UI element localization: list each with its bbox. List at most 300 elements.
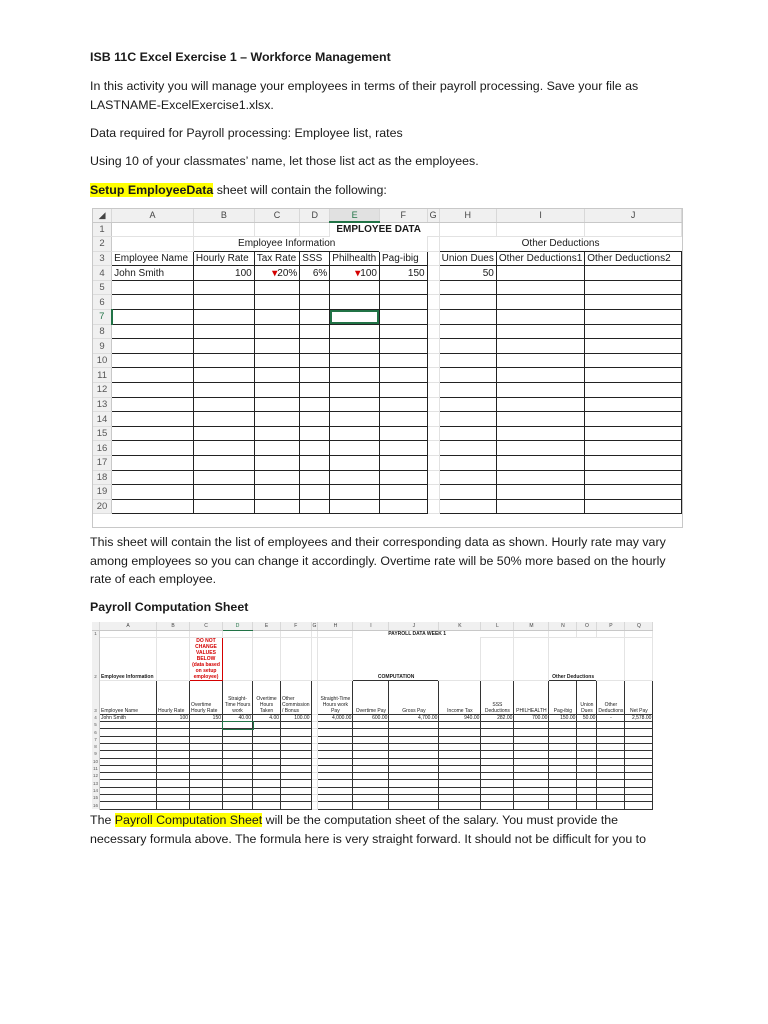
payroll-empty-cell[interactable] — [514, 751, 549, 758]
empty-cell[interactable] — [379, 470, 427, 485]
payroll-cell-gross-pay[interactable]: 4,700.00 — [389, 714, 439, 721]
payroll-empty-cell[interactable] — [100, 765, 157, 772]
row-number[interactable]: 5 — [93, 280, 112, 295]
cell-pagibig[interactable]: 150 — [379, 266, 427, 281]
empty-cell[interactable] — [193, 310, 254, 325]
payroll-empty-cell[interactable] — [549, 787, 577, 794]
empty-cell[interactable] — [585, 499, 682, 514]
empty-cell[interactable] — [439, 310, 496, 325]
payroll-cell-employee-name[interactable]: John Smith — [100, 714, 157, 721]
payroll-empty-cell[interactable] — [157, 729, 190, 736]
empty-cell[interactable] — [427, 280, 439, 295]
empty-cell[interactable] — [585, 397, 682, 412]
payroll-empty-cell[interactable] — [549, 758, 577, 765]
payroll-empty-cell[interactable] — [223, 802, 253, 809]
payroll-cell-straight-time-hours[interactable]: 40.00 — [223, 714, 253, 721]
payroll-empty-cell[interactable] — [514, 787, 549, 794]
payroll-empty-cell[interactable] — [389, 802, 439, 809]
empty-cell[interactable] — [379, 339, 427, 354]
empty-cell[interactable] — [300, 310, 330, 325]
empty-cell[interactable] — [379, 441, 427, 456]
payroll-empty-cell[interactable] — [481, 758, 514, 765]
payroll-empty-cell[interactable] — [223, 751, 253, 758]
row-number[interactable]: 11 — [93, 368, 112, 383]
empty-cell[interactable] — [300, 339, 330, 354]
empty-cell[interactable] — [254, 397, 300, 412]
payroll-empty-cell[interactable] — [281, 765, 312, 772]
empty-cell[interactable] — [254, 295, 300, 310]
header-other-deductions1[interactable]: Other Deductions1 — [496, 251, 584, 266]
row-number[interactable]: 6 — [92, 729, 100, 736]
empty-cell[interactable] — [427, 470, 439, 485]
row-number[interactable]: 19 — [93, 485, 112, 500]
empty-cell[interactable] — [193, 499, 254, 514]
payroll-empty-cell[interactable] — [281, 743, 312, 750]
row-number[interactable]: 9 — [93, 339, 112, 354]
payroll-empty-cell[interactable] — [439, 765, 481, 772]
payroll-empty-cell[interactable] — [190, 787, 223, 794]
row-number[interactable]: 7 — [93, 310, 112, 325]
payroll-empty-cell[interactable] — [100, 751, 157, 758]
empty-cell[interactable] — [330, 368, 380, 383]
empty-cell[interactable] — [439, 441, 496, 456]
header-hourly-rate[interactable]: Hourly Rate — [193, 251, 254, 266]
row-number[interactable]: 17 — [93, 456, 112, 471]
empty-cell[interactable] — [330, 441, 380, 456]
payroll-empty-cell[interactable] — [597, 729, 625, 736]
row-number[interactable]: 15 — [93, 426, 112, 441]
payroll-empty-cell[interactable] — [253, 758, 281, 765]
empty-cell[interactable] — [330, 485, 380, 500]
payroll-empty-cell[interactable] — [353, 802, 389, 809]
payroll-empty-cell[interactable] — [625, 743, 653, 750]
payroll-empty-cell[interactable] — [625, 795, 653, 802]
payroll-empty-cell[interactable] — [281, 722, 312, 729]
payroll-header-overtime-hours[interactable]: Overtime Hours Taken — [253, 680, 281, 714]
col-header-a[interactable]: A — [112, 209, 194, 222]
empty-cell[interactable] — [112, 456, 194, 471]
payroll-cell-overtime-hours[interactable]: 4.00 — [253, 714, 281, 721]
payroll-empty-cell[interactable] — [311, 773, 318, 780]
payroll-empty-cell[interactable] — [100, 802, 157, 809]
payroll-empty-cell[interactable] — [253, 780, 281, 787]
empty-cell[interactable] — [300, 397, 330, 412]
empty-cell[interactable] — [585, 426, 682, 441]
payroll-empty-cell[interactable] — [625, 729, 653, 736]
payroll-empty-cell[interactable] — [577, 743, 597, 750]
empty-cell[interactable] — [193, 295, 254, 310]
row-number[interactable]: 12 — [93, 383, 112, 398]
cell-employee-name[interactable]: John Smith — [112, 266, 194, 281]
col-header-e[interactable]: E — [330, 209, 380, 222]
payroll-header-union-dues[interactable]: Union Dues — [577, 680, 597, 714]
payroll-col-m[interactable]: M — [514, 622, 549, 630]
payroll-empty-cell[interactable] — [311, 765, 318, 772]
empty-cell[interactable] — [379, 499, 427, 514]
payroll-empty-cell[interactable] — [625, 722, 653, 729]
header-union-dues[interactable]: Union Dues — [439, 251, 496, 266]
payroll-col-n[interactable]: N — [549, 622, 577, 630]
payroll-empty-cell[interactable] — [625, 773, 653, 780]
empty-cell[interactable] — [496, 426, 584, 441]
empty-cell[interactable] — [300, 499, 330, 514]
payroll-empty-cell[interactable] — [353, 765, 389, 772]
empty-cell[interactable] — [496, 456, 584, 471]
row-number[interactable]: 8 — [92, 743, 100, 750]
payroll-empty-cell[interactable] — [100, 743, 157, 750]
payroll-empty-cell[interactable] — [223, 795, 253, 802]
empty-cell[interactable] — [193, 485, 254, 500]
payroll-empty-cell[interactable] — [311, 795, 318, 802]
payroll-empty-cell[interactable] — [625, 758, 653, 765]
empty-cell[interactable] — [300, 426, 330, 441]
payroll-empty-cell[interactable] — [514, 722, 549, 729]
empty-cell[interactable] — [585, 353, 682, 368]
payroll-empty-cell[interactable] — [353, 787, 389, 794]
payroll-empty-cell[interactable] — [514, 773, 549, 780]
payroll-empty-cell[interactable] — [253, 765, 281, 772]
col-header-d[interactable]: D — [300, 209, 330, 222]
col-header-g[interactable]: G — [427, 209, 439, 222]
payroll-cell-overtime-rate[interactable]: 150 — [190, 714, 223, 721]
payroll-header-sss[interactable]: SSS Deductions — [481, 680, 514, 714]
payroll-empty-cell[interactable] — [157, 751, 190, 758]
payroll-empty-cell[interactable] — [577, 736, 597, 743]
payroll-empty-cell[interactable] — [439, 729, 481, 736]
payroll-col-i[interactable]: I — [353, 622, 389, 630]
col-header-h[interactable]: H — [439, 209, 496, 222]
payroll-empty-cell[interactable] — [223, 765, 253, 772]
payroll-empty-cell[interactable] — [318, 765, 353, 772]
payroll-empty-cell[interactable] — [318, 795, 353, 802]
empty-cell[interactable] — [427, 412, 439, 427]
other-deductions-group[interactable]: Other Deductions — [521, 238, 600, 250]
empty-cell[interactable] — [427, 310, 439, 325]
payroll-empty-cell[interactable] — [625, 787, 653, 794]
empty-cell[interactable] — [193, 383, 254, 398]
empty-cell[interactable] — [439, 485, 496, 500]
payroll-empty-cell[interactable] — [157, 743, 190, 750]
empty-cell[interactable] — [379, 368, 427, 383]
payroll-empty-cell[interactable] — [157, 758, 190, 765]
empty-cell[interactable] — [496, 368, 584, 383]
payroll-empty-cell[interactable] — [318, 743, 353, 750]
empty-cell[interactable] — [112, 470, 194, 485]
row-number[interactable]: 13 — [93, 397, 112, 412]
payroll-col-o[interactable]: O — [577, 622, 597, 630]
payroll-empty-cell[interactable] — [597, 751, 625, 758]
empty-cell[interactable] — [112, 499, 194, 514]
empty-cell[interactable] — [439, 426, 496, 441]
payroll-empty-cell[interactable] — [353, 736, 389, 743]
empty-cell[interactable] — [112, 485, 194, 500]
payroll-empty-cell[interactable] — [223, 780, 253, 787]
payroll-empty-cell[interactable] — [577, 780, 597, 787]
empty-cell[interactable] — [585, 383, 682, 398]
empty-cell[interactable] — [254, 324, 300, 339]
payroll-header-other-deductions[interactable]: Other Deductions — [597, 680, 625, 714]
payroll-empty-cell[interactable] — [281, 736, 312, 743]
empty-cell[interactable] — [379, 310, 427, 325]
empty-cell[interactable] — [496, 339, 584, 354]
payroll-empty-cell[interactable] — [253, 751, 281, 758]
payroll-empty-cell[interactable] — [389, 743, 439, 750]
header-tax-rate[interactable]: Tax Rate — [254, 251, 300, 266]
empty-cell[interactable] — [330, 353, 380, 368]
payroll-empty-cell[interactable] — [481, 780, 514, 787]
payroll-empty-cell[interactable] — [318, 780, 353, 787]
payroll-empty-cell[interactable] — [389, 751, 439, 758]
payroll-empty-cell[interactable] — [549, 736, 577, 743]
payroll-header-pagibig[interactable]: Pag-ibig — [549, 680, 577, 714]
payroll-data-title[interactable]: PAYROLL DATA WEEK 1 — [388, 630, 447, 637]
empty-cell[interactable] — [112, 324, 194, 339]
payroll-empty-cell[interactable] — [253, 802, 281, 809]
empty-cell[interactable] — [254, 280, 300, 295]
empty-cell[interactable] — [379, 295, 427, 310]
empty-cell[interactable] — [300, 470, 330, 485]
empty-cell[interactable] — [427, 383, 439, 398]
empty-cell[interactable] — [300, 295, 330, 310]
payroll-empty-cell[interactable] — [190, 758, 223, 765]
empty-cell[interactable] — [496, 383, 584, 398]
payroll-empty-cell[interactable] — [389, 765, 439, 772]
payroll-col-b[interactable]: B — [157, 622, 190, 630]
payroll-empty-cell[interactable] — [549, 751, 577, 758]
empty-cell[interactable] — [254, 353, 300, 368]
payroll-empty-cell[interactable] — [223, 722, 253, 729]
empty-cell[interactable] — [112, 426, 194, 441]
empty-cell[interactable] — [439, 470, 496, 485]
payroll-empty-cell[interactable] — [311, 802, 318, 809]
payroll-empty-cell[interactable] — [577, 773, 597, 780]
payroll-empty-cell[interactable] — [253, 795, 281, 802]
empty-cell[interactable] — [193, 324, 254, 339]
empty-cell[interactable] — [254, 383, 300, 398]
payroll-empty-cell[interactable] — [481, 729, 514, 736]
payroll-empty-cell[interactable] — [253, 787, 281, 794]
payroll-empty-cell[interactable] — [190, 722, 223, 729]
payroll-empty-cell[interactable] — [100, 787, 157, 794]
payroll-empty-cell[interactable] — [389, 729, 439, 736]
payroll-col-q[interactable]: Q — [625, 622, 653, 630]
payroll-empty-cell[interactable] — [353, 722, 389, 729]
payroll-empty-cell[interactable] — [281, 780, 312, 787]
empty-cell[interactable] — [379, 412, 427, 427]
payroll-empty-cell[interactable] — [597, 758, 625, 765]
payroll-empty-cell[interactable] — [597, 795, 625, 802]
row-number[interactable]: 9 — [92, 751, 100, 758]
empty-cell[interactable] — [330, 339, 380, 354]
payroll-empty-cell[interactable] — [190, 751, 223, 758]
payroll-empty-cell[interactable] — [389, 722, 439, 729]
empty-cell[interactable] — [439, 324, 496, 339]
empty-cell[interactable] — [193, 280, 254, 295]
payroll-empty-cell[interactable] — [311, 780, 318, 787]
payroll-empty-cell[interactable] — [223, 787, 253, 794]
payroll-empty-cell[interactable] — [549, 729, 577, 736]
payroll-empty-cell[interactable] — [190, 780, 223, 787]
payroll-empty-cell[interactable] — [481, 722, 514, 729]
empty-cell[interactable] — [585, 310, 682, 325]
empty-cell[interactable] — [330, 295, 380, 310]
payroll-header-overtime-rate[interactable]: Overtime Hourly Rate — [190, 680, 223, 714]
payroll-empty-cell[interactable] — [577, 765, 597, 772]
empty-cell[interactable] — [330, 426, 380, 441]
empty-cell[interactable] — [379, 397, 427, 412]
payroll-cell-straight-time-pay[interactable]: 4,000.00 — [318, 714, 353, 721]
payroll-empty-cell[interactable] — [318, 802, 353, 809]
row-number[interactable]: 16 — [93, 802, 99, 808]
payroll-header-net-pay[interactable]: Net Pay — [625, 680, 653, 714]
row-number[interactable]: 1 — [92, 630, 100, 637]
empty-cell[interactable] — [427, 499, 439, 514]
payroll-empty-cell[interactable] — [549, 795, 577, 802]
header-employee-name[interactable]: Employee Name — [112, 251, 194, 266]
payroll-empty-cell[interactable] — [549, 773, 577, 780]
payroll-empty-cell[interactable] — [439, 773, 481, 780]
col-header-f[interactable]: F — [379, 209, 427, 222]
payroll-col-p[interactable]: P — [597, 622, 625, 630]
row-number[interactable]: 3 — [93, 251, 112, 266]
payroll-empty-cell[interactable] — [100, 773, 157, 780]
empty-cell[interactable] — [585, 368, 682, 383]
payroll-empty-cell[interactable] — [157, 795, 190, 802]
payroll-empty-cell[interactable] — [281, 773, 312, 780]
payroll-empty-cell[interactable] — [253, 743, 281, 750]
payroll-empty-cell[interactable] — [353, 751, 389, 758]
payroll-empty-cell[interactable] — [514, 795, 549, 802]
empty-cell[interactable] — [427, 339, 439, 354]
payroll-empty-cell[interactable] — [625, 765, 653, 772]
empty-cell[interactable] — [427, 441, 439, 456]
payroll-empty-cell[interactable] — [281, 787, 312, 794]
row-number[interactable]: 2 — [92, 637, 100, 680]
empty-cell[interactable] — [427, 485, 439, 500]
payroll-header-straight-time-hours[interactable]: Straight-Time Hours work — [223, 680, 253, 714]
payroll-empty-cell[interactable] — [597, 736, 625, 743]
payroll-cell-net-pay[interactable]: 2,578.00 — [625, 714, 653, 721]
empty-cell[interactable] — [585, 324, 682, 339]
empty-cell[interactable] — [585, 280, 682, 295]
empty-cell[interactable] — [112, 280, 194, 295]
row-number[interactable]: 11 — [93, 766, 98, 772]
empty-cell[interactable] — [254, 339, 300, 354]
payroll-empty-cell[interactable] — [281, 751, 312, 758]
payroll-empty-cell[interactable] — [597, 773, 625, 780]
payroll-employee-info-group[interactable]: Employee Information — [100, 637, 157, 680]
empty-cell[interactable] — [439, 397, 496, 412]
payroll-col-f[interactable]: F — [281, 622, 312, 630]
payroll-empty-cell[interactable] — [625, 736, 653, 743]
payroll-empty-cell[interactable] — [318, 787, 353, 794]
payroll-empty-cell[interactable] — [514, 802, 549, 809]
row-number[interactable]: 7 — [92, 736, 100, 743]
payroll-header-philhealth[interactable]: PHILHEALTH — [514, 680, 549, 714]
empty-cell[interactable] — [254, 456, 300, 471]
empty-cell[interactable] — [585, 456, 682, 471]
payroll-cell-hourly-rate[interactable]: 100 — [157, 714, 190, 721]
empty-cell[interactable] — [193, 470, 254, 485]
payroll-empty-cell[interactable] — [100, 758, 157, 765]
payroll-cell-commission[interactable]: 100.00 — [281, 714, 312, 721]
payroll-empty-cell[interactable] — [253, 773, 281, 780]
empty-cell[interactable] — [193, 412, 254, 427]
payroll-col-l[interactable]: L — [481, 622, 514, 630]
payroll-empty-cell[interactable] — [318, 751, 353, 758]
empty-cell[interactable] — [193, 456, 254, 471]
cell-other-deductions2[interactable] — [585, 266, 682, 281]
row-number[interactable]: 14 — [93, 787, 99, 793]
empty-cell[interactable] — [254, 426, 300, 441]
empty-cell[interactable] — [254, 485, 300, 500]
payroll-header-commission[interactable]: Other Commission / Bonus — [281, 680, 312, 714]
empty-cell[interactable] — [585, 412, 682, 427]
payroll-header-gross-pay[interactable]: Gross Pay — [389, 680, 439, 714]
empty-cell[interactable] — [300, 353, 330, 368]
payroll-empty-cell[interactable] — [549, 722, 577, 729]
empty-cell[interactable] — [496, 470, 584, 485]
payroll-empty-cell[interactable] — [223, 743, 253, 750]
payroll-empty-cell[interactable] — [157, 736, 190, 743]
empty-cell[interactable] — [300, 368, 330, 383]
payroll-empty-cell[interactable] — [549, 743, 577, 750]
payroll-col-h[interactable]: H — [318, 622, 353, 630]
cell-hourly-rate[interactable]: 100 — [193, 266, 254, 281]
row-number[interactable]: 20 — [93, 499, 112, 514]
empty-cell[interactable] — [193, 339, 254, 354]
payroll-empty-cell[interactable] — [311, 758, 318, 765]
payroll-empty-cell[interactable] — [253, 736, 281, 743]
empty-cell[interactable] — [496, 485, 584, 500]
payroll-empty-cell[interactable] — [577, 729, 597, 736]
empty-cell[interactable] — [427, 456, 439, 471]
empty-cell[interactable] — [193, 353, 254, 368]
empty-cell[interactable] — [193, 368, 254, 383]
payroll-empty-cell[interactable] — [625, 802, 653, 809]
payroll-empty-cell[interactable] — [481, 787, 514, 794]
payroll-empty-cell[interactable] — [577, 758, 597, 765]
payroll-empty-cell[interactable] — [223, 736, 253, 743]
row-number[interactable]: 16 — [93, 441, 112, 456]
payroll-empty-cell[interactable] — [439, 722, 481, 729]
payroll-empty-cell[interactable] — [318, 736, 353, 743]
payroll-empty-cell[interactable] — [514, 729, 549, 736]
payroll-empty-cell[interactable] — [514, 736, 549, 743]
payroll-empty-cell[interactable] — [100, 722, 157, 729]
payroll-empty-cell[interactable] — [549, 802, 577, 809]
empty-cell[interactable] — [112, 339, 194, 354]
payroll-empty-cell[interactable] — [439, 751, 481, 758]
empty-cell[interactable] — [439, 339, 496, 354]
empty-cell[interactable] — [585, 470, 682, 485]
empty-cell[interactable] — [427, 397, 439, 412]
empty-cell[interactable] — [496, 397, 584, 412]
empty-cell[interactable] — [300, 383, 330, 398]
row-number[interactable]: 10 — [93, 353, 112, 368]
empty-cell[interactable] — [585, 485, 682, 500]
payroll-empty-cell[interactable] — [311, 729, 318, 736]
payroll-empty-cell[interactable] — [311, 751, 318, 758]
payroll-empty-cell[interactable] — [353, 773, 389, 780]
cell-sss[interactable]: 6% — [300, 266, 330, 281]
payroll-empty-cell[interactable] — [253, 722, 281, 729]
payroll-header-overtime-pay[interactable]: Overtime Pay — [353, 680, 389, 714]
payroll-empty-cell[interactable] — [481, 802, 514, 809]
payroll-empty-cell[interactable] — [281, 802, 312, 809]
do-not-change-warning[interactable]: DO NOT CHANGE VALUES BELOW (data based on setup employee) — [190, 637, 223, 680]
cell-philhealth[interactable]: ▾100 — [330, 266, 380, 281]
